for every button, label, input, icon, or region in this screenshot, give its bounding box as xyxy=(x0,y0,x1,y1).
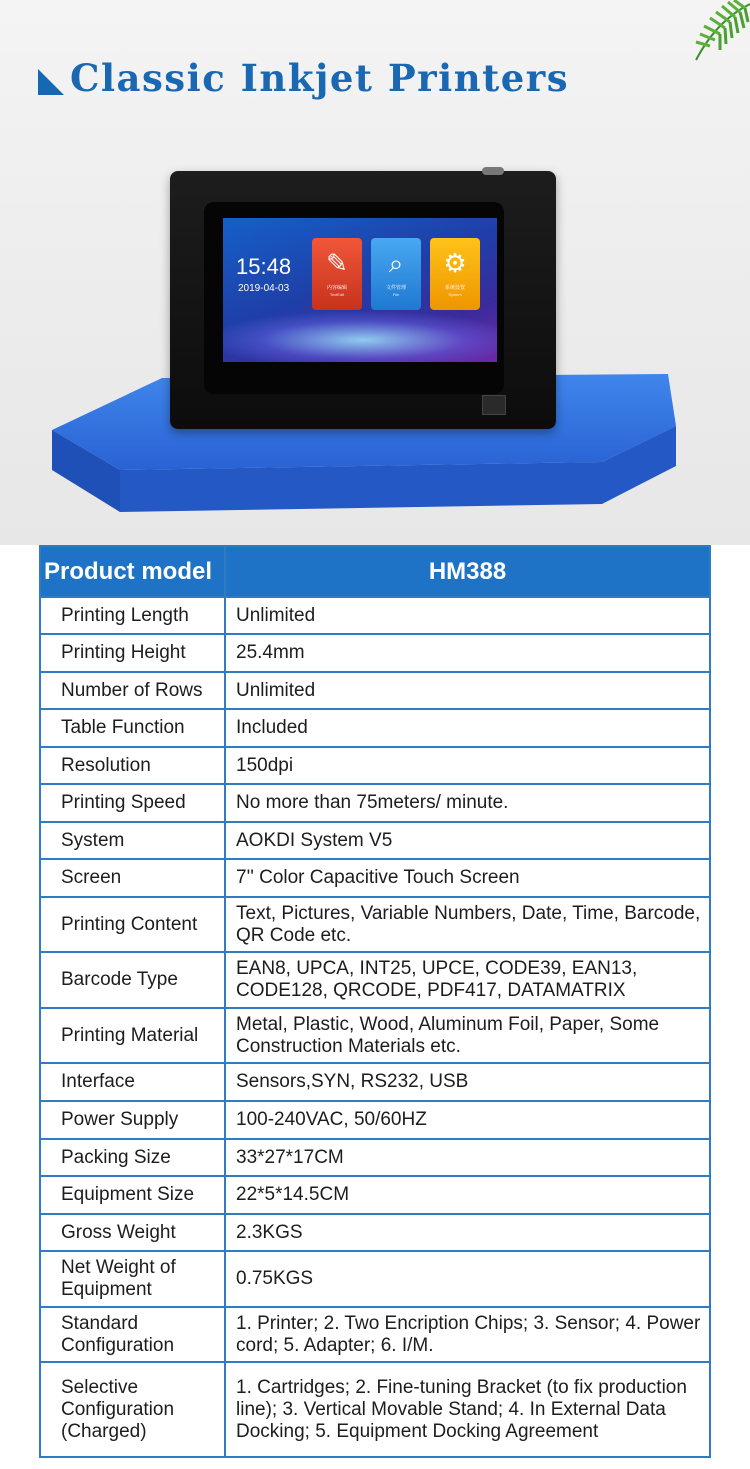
table-row xyxy=(40,634,710,672)
spec-label: Number of Rows xyxy=(40,672,225,709)
spec-value: 2.3KGS xyxy=(225,1214,710,1251)
spec-value: 33*27*17CM xyxy=(225,1139,710,1176)
table-row xyxy=(40,822,710,859)
product-model-value: HM388 xyxy=(225,546,710,597)
spec-label: Printing Height xyxy=(40,634,225,672)
table-row xyxy=(40,1251,710,1307)
spec-label: Printing Speed xyxy=(40,784,225,822)
spec-label: Packing Size xyxy=(40,1139,225,1176)
spec-value: Unlimited xyxy=(225,597,710,634)
table-row xyxy=(40,1101,710,1139)
spec-label: Net Weight of Equipment xyxy=(40,1251,225,1307)
screen-date: 2019-04-03 xyxy=(238,283,290,294)
table-row xyxy=(40,784,710,822)
spec-label: Interface xyxy=(40,1063,225,1101)
spec-label: Selective Configuration (Charged) xyxy=(40,1362,225,1457)
gear-icon: ⚙ xyxy=(443,248,467,278)
screen-bezel xyxy=(204,202,504,394)
spec-value: 0.75KGS xyxy=(225,1251,710,1307)
table-row xyxy=(40,1214,710,1251)
spec-value: EAN8, UPCA, INT25, UPCE, CODE39, EAN13, CODE128, QRCODE, PDF417, DATAMATRIX xyxy=(225,952,710,1008)
folder-search-icon: ⌕ xyxy=(388,248,404,278)
tile-sublabel: TextEdit xyxy=(329,292,345,297)
screen-clock: 15:48 xyxy=(236,254,292,279)
tile-label: 系统设置 xyxy=(444,285,465,291)
spec-label: Resolution xyxy=(40,747,225,784)
printer-device xyxy=(170,171,556,429)
tile-label: 文件管理 xyxy=(385,285,406,291)
spec-value: 7'' Color Capacitive Touch Screen xyxy=(225,859,710,897)
spec-value: Included xyxy=(225,709,710,747)
spec-value: No more than 75meters/ minute. xyxy=(225,784,710,822)
spec-table xyxy=(39,545,711,1458)
spec-value: 1. Cartridges; 2. Fine-tuning Bracket (to fix production line); 3. Vertical Movable Stand; 4. In External Data Docking; 5. Equipment Docking Agreement xyxy=(225,1362,710,1457)
page-title-text: Classic Inkjet Printers xyxy=(70,56,570,100)
table-row xyxy=(40,747,710,784)
tile-sublabel: System xyxy=(448,292,462,297)
tile-file[interactable] xyxy=(371,238,421,310)
spec-label: Table Function xyxy=(40,709,225,747)
table-row xyxy=(40,1307,710,1362)
spec-label: Printing Content xyxy=(40,897,225,952)
spec-value: 1. Printer; 2. Two Encription Chips; 3. Sensor; 4. Power cord; 5. Adapter; 6. I/M. xyxy=(225,1307,710,1362)
spec-label: Equipment Size xyxy=(40,1176,225,1214)
table-row xyxy=(40,859,710,897)
spec-table-header xyxy=(40,546,710,597)
spec-label: Barcode Type xyxy=(40,952,225,1008)
table-row xyxy=(40,897,710,952)
table-row xyxy=(40,1008,710,1063)
spec-value: 25.4mm xyxy=(225,634,710,672)
table-row xyxy=(40,1063,710,1101)
spec-label: Printing Material xyxy=(40,1008,225,1063)
usb-port xyxy=(482,395,506,415)
spec-label: Gross Weight xyxy=(40,1214,225,1251)
spec-value: AOKDI System V5 xyxy=(225,822,710,859)
tile-label: 内容编辑 xyxy=(326,285,347,291)
table-row xyxy=(40,709,710,747)
product-model-label: Product model xyxy=(40,546,225,597)
table-row xyxy=(40,597,710,634)
table-row xyxy=(40,672,710,709)
screen-glow xyxy=(223,310,497,362)
power-knob xyxy=(482,167,504,175)
spec-value: Sensors,SYN, RS232, USB xyxy=(225,1063,710,1101)
spec-value: 150dpi xyxy=(225,747,710,784)
spec-value: Unlimited xyxy=(225,672,710,709)
document-edit-icon: ✎ xyxy=(326,248,348,278)
tile-text-edit[interactable] xyxy=(312,238,362,310)
table-row xyxy=(40,1139,710,1176)
spec-value: 100-240VAC, 50/60HZ xyxy=(225,1101,710,1139)
spec-value: Text, Pictures, Variable Numbers, Date, Time, Barcode, QR Code etc. xyxy=(225,897,710,952)
hero-banner xyxy=(0,0,750,545)
spec-label: System xyxy=(40,822,225,859)
table-row xyxy=(40,952,710,1008)
spec-value: Metal, Plastic, Wood, Aluminum Foil, Paper, Some Construction Materials etc. xyxy=(225,1008,710,1063)
spec-label: Standard Configuration xyxy=(40,1307,225,1362)
table-row xyxy=(40,1176,710,1214)
spec-label: Screen xyxy=(40,859,225,897)
table-row xyxy=(40,1362,710,1457)
touch-screen xyxy=(223,218,497,362)
tile-sublabel: File xyxy=(392,292,400,297)
tile-system[interactable] xyxy=(430,238,480,310)
spec-label: Power Supply xyxy=(40,1101,225,1139)
spec-value: 22*5*14.5CM xyxy=(225,1176,710,1214)
spec-label: Printing Length xyxy=(40,597,225,634)
